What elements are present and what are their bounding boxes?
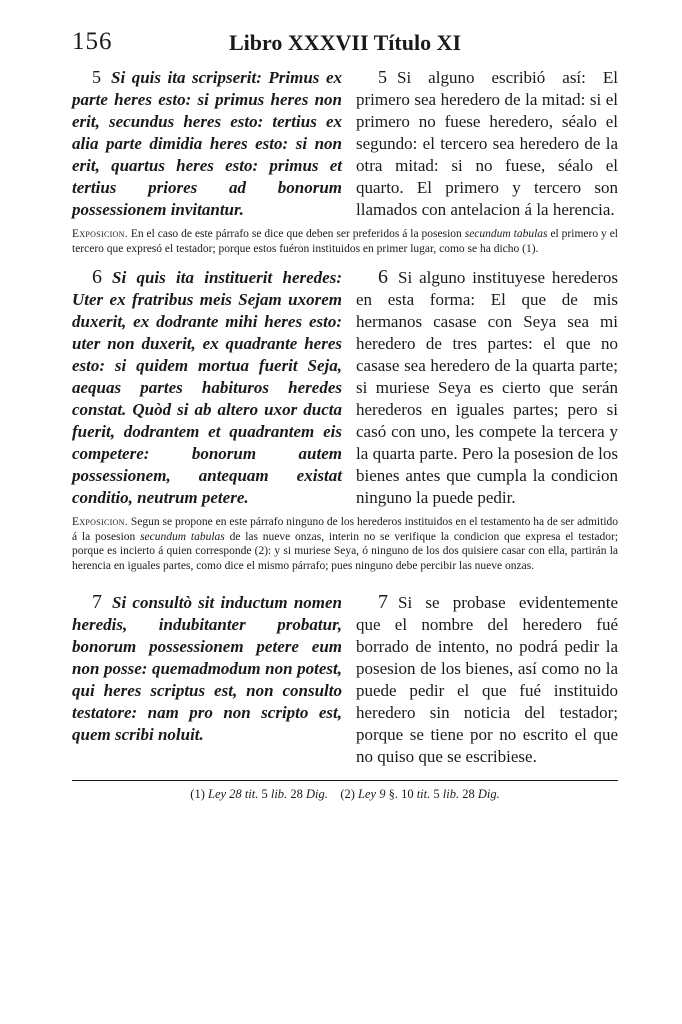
latin-column bbox=[72, 66, 342, 221]
footnote-number: 28 bbox=[290, 787, 303, 801]
spanish-column bbox=[356, 66, 618, 221]
book-page bbox=[72, 28, 618, 802]
exposicion-note bbox=[72, 227, 618, 256]
footnote-marker: (2) bbox=[340, 787, 355, 801]
section-6 bbox=[72, 266, 618, 509]
section-7 bbox=[72, 591, 618, 768]
latin-column bbox=[72, 266, 342, 509]
footnote-tit: tit. bbox=[244, 787, 259, 801]
footnote-lib: lib. bbox=[442, 787, 460, 801]
spanish-column bbox=[356, 591, 618, 768]
section-5 bbox=[72, 66, 618, 221]
footnote-number: 5 bbox=[433, 787, 440, 801]
spanish-text: Si se probase evidentemente que el nombre del heredero fué borrado de intento, no podrá pedir la posesion de los bienes, así como no la puede pedir el que fué instituido heredero sin noticia del testador; porque se tiene por no escrito el que no quiso que se escribiese. bbox=[356, 593, 618, 766]
footnote-ley: Ley 28 bbox=[208, 787, 242, 801]
latin-column bbox=[72, 591, 342, 768]
latin-text: Si quis ita instituerit heredes: Uter ex fratribus meis Sejam uxorem duxerit, ex dodrante mihi heres esto: uter non duxerit, ex quadrante heres esto: si quidem mortua fuerit Seja, aequas partes habituros heredes constat. Quòd si ab altero uxor ducta fuerit, dodrantem et quadrantem eis competere: bonorum autem possessionem, antequam existat conditio, neutrum petere. bbox=[72, 268, 342, 507]
spanish-column bbox=[356, 266, 618, 509]
exposicion-italic: secundum tabulas bbox=[464, 228, 548, 240]
exposicion-italic: secundum tabulas bbox=[140, 530, 225, 543]
running-head bbox=[72, 28, 618, 62]
footnote-lib: lib. bbox=[270, 787, 288, 801]
latin-text: Si quis ita scripserit: Primus ex parte heres esto: si primus heres non erit, secundus heres esto: tertius ex alia parte dimidia heres esto: si non erit, quartus heres esto: primus et tertius priores ad bonorum possessionem invitantur. bbox=[72, 68, 342, 219]
spanish-text: Si alguno escribió así: El primero sea heredero de la mitad: si el primero no fuese heredero, séalo el segundo: el tercero sea heredero de la otra mitad: si no fuese, séalo el quarto. El primero y tercero son llamados con antelacion á la herencia. bbox=[356, 68, 618, 219]
page-number: 156 bbox=[72, 28, 113, 55]
exposicion-text: el primero y el tercero que expresó el testador; porque estos fuéron instituidos en primer lugar, como se ha dicho (1). bbox=[72, 228, 619, 255]
footnote-number: 5 bbox=[261, 787, 268, 801]
footnote-divider bbox=[72, 780, 618, 781]
spanish-text: Si alguno instituyese herederos en esta forma: El que de mis hermanos casase con Seya sea mi heredero de tres partes: el que no casase sea heredero de la quarta parte; si muriese Seya es cierto que serán herederos en iguales partes; pero si casó con uno, les compete la tercera y la quarta parte. Pero la posesion de los bienes antes que cumpla la condicion ninguno la puede pedir. bbox=[356, 268, 618, 507]
footnote-dig: Dig. bbox=[305, 787, 328, 801]
exposicion-text: Segun se propone en este párrafo ninguno de los herederos instituidos en el testamento ha de ser admitido á la posesion bbox=[72, 516, 619, 543]
exposicion-note bbox=[72, 515, 618, 573]
exposicion-label: Exposicion. bbox=[72, 228, 128, 240]
paragraph-number: 7 bbox=[378, 591, 388, 613]
paragraph-number: 5 bbox=[92, 67, 101, 87]
footnote-2 bbox=[340, 787, 499, 801]
paragraph-number: 6 bbox=[378, 266, 388, 288]
paragraph-number: 5 bbox=[378, 67, 387, 87]
exposicion-text: En el caso de este párrafo se dice que deben ser preferidos á la posesion bbox=[130, 228, 462, 240]
exposicion-label: Exposicion. bbox=[72, 516, 128, 528]
footnote-ley: Ley 9 bbox=[358, 787, 386, 801]
footnote-dig: Dig. bbox=[477, 787, 500, 801]
paragraph-number: 7 bbox=[92, 591, 102, 613]
paragraph-number: 6 bbox=[92, 266, 102, 288]
footnote-marker: (1) bbox=[190, 787, 205, 801]
exposicion-text: de las nueve onzas, interin no se verifique la condicion que expresa el testador; porque es incierto á quien corresponde (2): y si muriese Seya, ó ninguno de los dos quisiere casar con ella, partirán la herencia en iguales partes, como dice el mismo párrafo; pues ninguno debe percibir las nueve onzas. bbox=[72, 530, 619, 572]
footnote-1 bbox=[190, 787, 331, 801]
running-title: Libro XXXVII Título XI bbox=[228, 30, 462, 55]
footnote-tit: tit. bbox=[416, 787, 431, 801]
latin-text: Si consultò sit inductum nomen heredis, indubitanter probatur, bonorum possessionem petere eum non posse: quemadmodum non potest, qui heres scriptus est, non consulto testatore: nam pro non scripto est, quem scribi noluit. bbox=[72, 593, 342, 744]
footnote-paragraph: §. 10 bbox=[388, 787, 414, 801]
footnote-number: 28 bbox=[462, 787, 475, 801]
footnotes bbox=[72, 787, 618, 802]
